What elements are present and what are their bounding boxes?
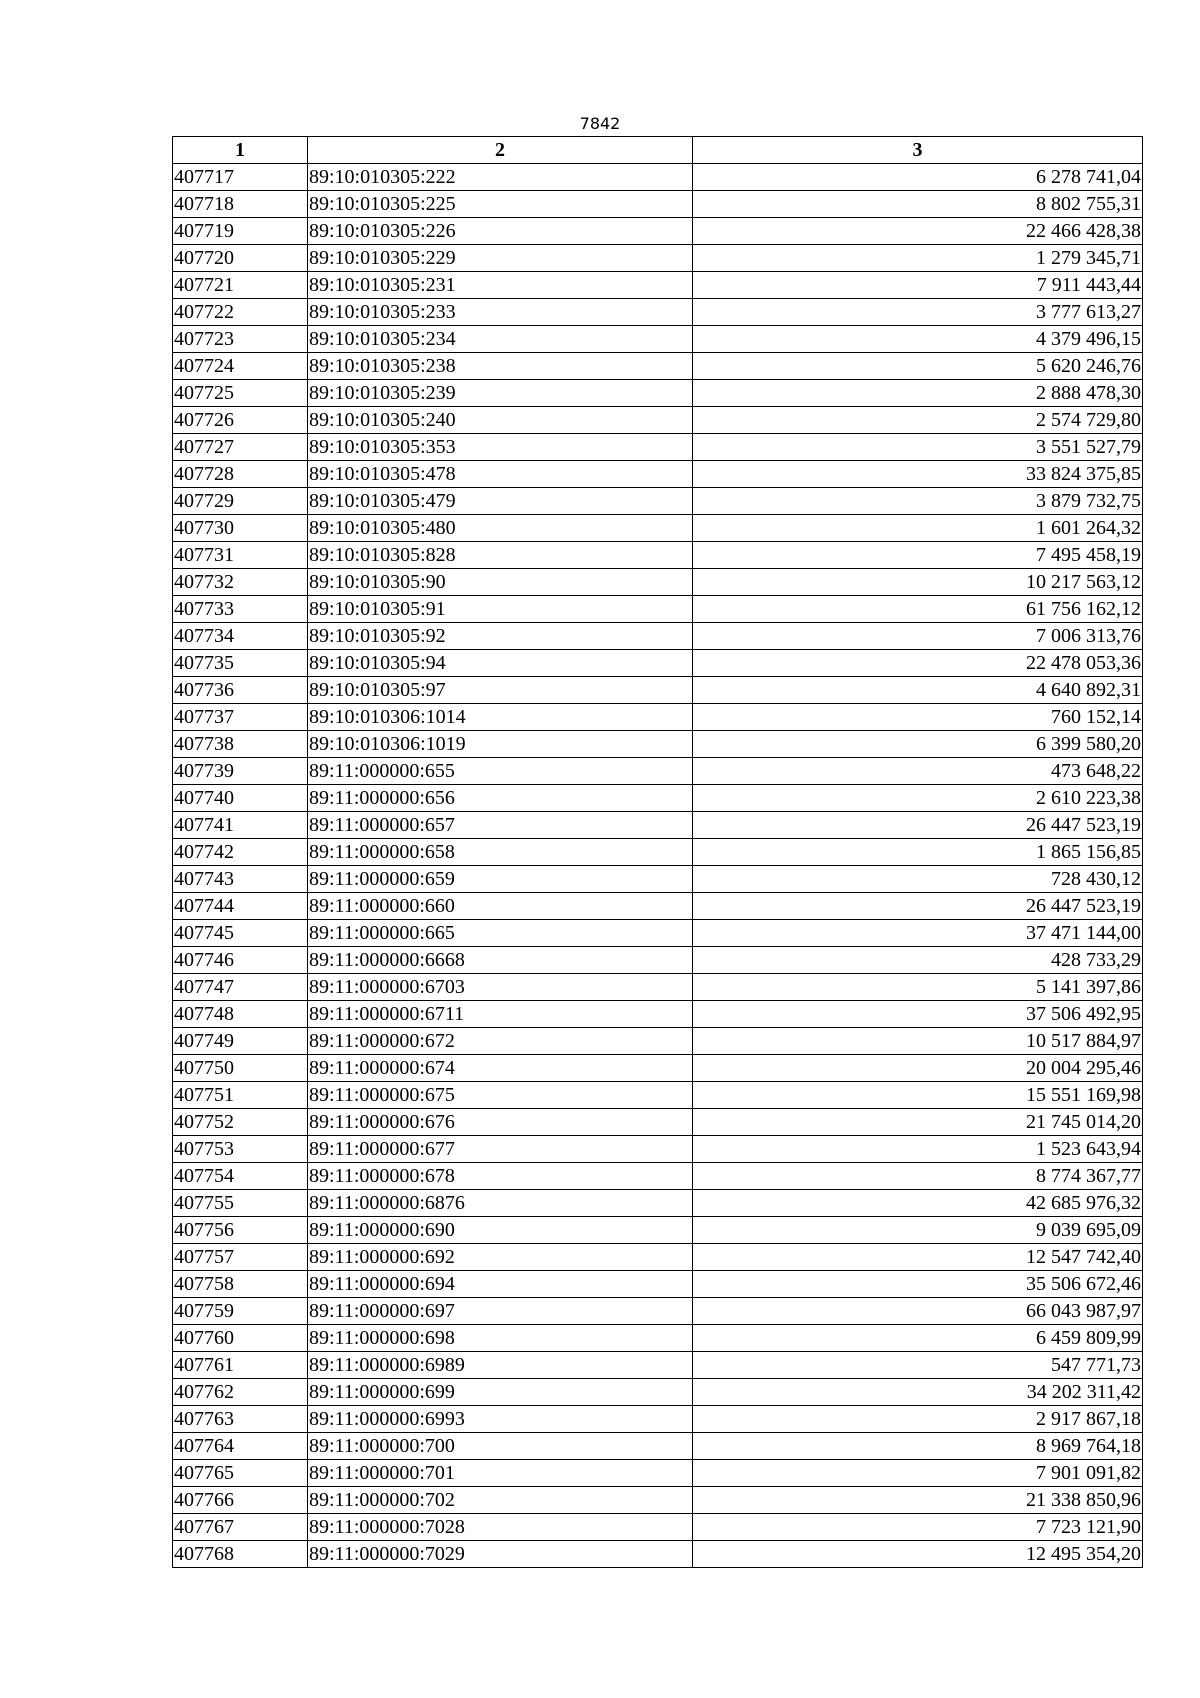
value-cell: 8 802 755,31 <box>693 191 1143 218</box>
table-row <box>173 812 1143 839</box>
cadastral-number-cell: 89:11:000000:676 <box>308 1109 693 1136</box>
cadastral-number-cell: 89:11:000000:660 <box>308 893 693 920</box>
value-cell: 2 610 223,38 <box>693 785 1143 812</box>
table-row <box>173 1163 1143 1190</box>
table-row <box>173 1055 1143 1082</box>
value-cell: 22 466 428,38 <box>693 218 1143 245</box>
value-cell: 7 901 091,82 <box>693 1460 1143 1487</box>
cadastral-number-cell: 89:11:000000:656 <box>308 785 693 812</box>
table-row <box>173 542 1143 569</box>
value-cell: 12 495 354,20 <box>693 1541 1143 1568</box>
value-cell: 61 756 162,12 <box>693 596 1143 623</box>
row-number-cell: 407731 <box>173 542 308 569</box>
table-row <box>173 1109 1143 1136</box>
table-row <box>173 1325 1143 1352</box>
value-cell: 15 551 169,98 <box>693 1082 1143 1109</box>
cadastral-number-cell: 89:10:010305:226 <box>308 218 693 245</box>
row-number-cell: 407758 <box>173 1271 308 1298</box>
value-cell: 8 774 367,77 <box>693 1163 1143 1190</box>
value-cell: 66 043 987,97 <box>693 1298 1143 1325</box>
value-cell: 12 547 742,40 <box>693 1244 1143 1271</box>
row-number-cell: 407717 <box>173 164 308 191</box>
cadastral-number-cell: 89:10:010305:239 <box>308 380 693 407</box>
cadastral-number-cell: 89:11:000000:6876 <box>308 1190 693 1217</box>
row-number-cell: 407764 <box>173 1433 308 1460</box>
table-body <box>173 164 1143 1568</box>
table-row <box>173 866 1143 893</box>
value-cell: 6 459 809,99 <box>693 1325 1143 1352</box>
table-row <box>173 407 1143 434</box>
value-cell: 8 969 764,18 <box>693 1433 1143 1460</box>
row-number-cell: 407760 <box>173 1325 308 1352</box>
row-number-cell: 407740 <box>173 785 308 812</box>
value-cell: 33 824 375,85 <box>693 461 1143 488</box>
row-number-cell: 407737 <box>173 704 308 731</box>
value-cell: 10 517 884,97 <box>693 1028 1143 1055</box>
value-cell: 3 551 527,79 <box>693 434 1143 461</box>
cadastral-number-cell: 89:11:000000:674 <box>308 1055 693 1082</box>
value-cell: 1 601 264,32 <box>693 515 1143 542</box>
cadastral-number-cell: 89:11:000000:6703 <box>308 974 693 1001</box>
table-row <box>173 596 1143 623</box>
cadastral-number-cell: 89:11:000000:6668 <box>308 947 693 974</box>
cadastral-number-cell: 89:10:010305:97 <box>308 677 693 704</box>
table-row <box>173 380 1143 407</box>
cadastral-number-cell: 89:11:000000:7029 <box>308 1541 693 1568</box>
value-cell: 728 430,12 <box>693 866 1143 893</box>
cadastral-number-cell: 89:10:010305:92 <box>308 623 693 650</box>
value-cell: 2 888 478,30 <box>693 380 1143 407</box>
column-header-1: 1 <box>173 137 308 164</box>
row-number-cell: 407724 <box>173 353 308 380</box>
cadastral-number-cell: 89:11:000000:698 <box>308 1325 693 1352</box>
table-row <box>173 1190 1143 1217</box>
cadastral-number-cell: 89:11:000000:665 <box>308 920 693 947</box>
row-number-cell: 407735 <box>173 650 308 677</box>
table-row <box>173 1379 1143 1406</box>
cadastral-number-cell: 89:11:000000:692 <box>308 1244 693 1271</box>
cadastral-number-cell: 89:11:000000:701 <box>308 1460 693 1487</box>
table-row <box>173 434 1143 461</box>
cadastral-number-cell: 89:10:010305:94 <box>308 650 693 677</box>
table-row <box>173 893 1143 920</box>
value-cell: 2 574 729,80 <box>693 407 1143 434</box>
cadastral-number-cell: 89:11:000000:659 <box>308 866 693 893</box>
value-cell: 4 640 892,31 <box>693 677 1143 704</box>
row-number-cell: 407753 <box>173 1136 308 1163</box>
row-number-cell: 407722 <box>173 299 308 326</box>
table-row <box>173 1514 1143 1541</box>
value-cell: 7 495 458,19 <box>693 542 1143 569</box>
cadastral-number-cell: 89:10:010305:91 <box>308 596 693 623</box>
table-row <box>173 947 1143 974</box>
table-row <box>173 704 1143 731</box>
value-cell: 7 006 313,76 <box>693 623 1143 650</box>
cadastral-number-cell: 89:10:010306:1014 <box>308 704 693 731</box>
value-cell: 6 278 741,04 <box>693 164 1143 191</box>
cadastral-number-cell: 89:11:000000:678 <box>308 1163 693 1190</box>
cadastral-number-cell: 89:11:000000:657 <box>308 812 693 839</box>
table-row <box>173 1298 1143 1325</box>
row-number-cell: 407752 <box>173 1109 308 1136</box>
cadastral-number-cell: 89:11:000000:677 <box>308 1136 693 1163</box>
cadastral-number-cell: 89:10:010305:353 <box>308 434 693 461</box>
table-row <box>173 1406 1143 1433</box>
table-row <box>173 1028 1143 1055</box>
cadastral-number-cell: 89:10:010305:231 <box>308 272 693 299</box>
cadastral-number-cell: 89:11:000000:7028 <box>308 1514 693 1541</box>
table-row <box>173 1244 1143 1271</box>
value-cell: 9 039 695,09 <box>693 1217 1143 1244</box>
row-number-cell: 407734 <box>173 623 308 650</box>
row-number-cell: 407738 <box>173 731 308 758</box>
table-row <box>173 1136 1143 1163</box>
value-cell: 34 202 311,42 <box>693 1379 1143 1406</box>
row-number-cell: 407754 <box>173 1163 308 1190</box>
table-row <box>173 461 1143 488</box>
value-cell: 7 723 121,90 <box>693 1514 1143 1541</box>
row-number-cell: 407732 <box>173 569 308 596</box>
value-cell: 26 447 523,19 <box>693 893 1143 920</box>
table-row <box>173 1541 1143 1568</box>
value-cell: 2 917 867,18 <box>693 1406 1143 1433</box>
cadastral-number-cell: 89:10:010305:240 <box>308 407 693 434</box>
cadastral-number-cell: 89:11:000000:700 <box>308 1433 693 1460</box>
cadastral-number-cell: 89:10:010305:479 <box>308 488 693 515</box>
table-row <box>173 623 1143 650</box>
row-number-cell: 407757 <box>173 1244 308 1271</box>
table-row <box>173 1082 1143 1109</box>
value-cell: 5 141 397,86 <box>693 974 1143 1001</box>
row-number-cell: 407756 <box>173 1217 308 1244</box>
value-cell: 428 733,29 <box>693 947 1143 974</box>
cadastral-number-cell: 89:11:000000:672 <box>308 1028 693 1055</box>
cadastral-number-cell: 89:10:010305:480 <box>308 515 693 542</box>
row-number-cell: 407733 <box>173 596 308 623</box>
value-cell: 5 620 246,76 <box>693 353 1143 380</box>
cadastral-number-cell: 89:10:010305:238 <box>308 353 693 380</box>
row-number-cell: 407746 <box>173 947 308 974</box>
table-row <box>173 1433 1143 1460</box>
row-number-cell: 407718 <box>173 191 308 218</box>
cadastral-number-cell: 89:11:000000:6989 <box>308 1352 693 1379</box>
row-number-cell: 407728 <box>173 461 308 488</box>
row-number-cell: 407739 <box>173 758 308 785</box>
page-number: 7842 <box>579 114 621 133</box>
cadastral-number-cell: 89:10:010305:90 <box>308 569 693 596</box>
cadastral-number-cell: 89:10:010305:229 <box>308 245 693 272</box>
row-number-cell: 407730 <box>173 515 308 542</box>
table-row <box>173 920 1143 947</box>
value-cell: 1 865 156,85 <box>693 839 1143 866</box>
table-row <box>173 299 1143 326</box>
row-number-cell: 407729 <box>173 488 308 515</box>
value-cell: 42 685 976,32 <box>693 1190 1143 1217</box>
table-row <box>173 245 1143 272</box>
value-cell: 10 217 563,12 <box>693 569 1143 596</box>
row-number-cell: 407723 <box>173 326 308 353</box>
table-row <box>173 353 1143 380</box>
value-cell: 21 338 850,96 <box>693 1487 1143 1514</box>
table-row <box>173 218 1143 245</box>
table-row <box>173 677 1143 704</box>
cadastral-number-cell: 89:11:000000:658 <box>308 839 693 866</box>
value-cell: 37 471 144,00 <box>693 920 1143 947</box>
row-number-cell: 407751 <box>173 1082 308 1109</box>
row-number-cell: 407763 <box>173 1406 308 1433</box>
value-cell: 37 506 492,95 <box>693 1001 1143 1028</box>
cadastral-number-cell: 89:10:010305:225 <box>308 191 693 218</box>
cadastral-number-cell: 89:11:000000:697 <box>308 1298 693 1325</box>
cadastral-number-cell: 89:11:000000:6711 <box>308 1001 693 1028</box>
row-number-cell: 407744 <box>173 893 308 920</box>
column-header-2: 2 <box>308 137 693 164</box>
value-cell: 547 771,73 <box>693 1352 1143 1379</box>
cadastral-number-cell: 89:11:000000:6993 <box>308 1406 693 1433</box>
table-row <box>173 758 1143 785</box>
row-number-cell: 407736 <box>173 677 308 704</box>
table-row <box>173 1217 1143 1244</box>
value-cell: 21 745 014,20 <box>693 1109 1143 1136</box>
table-row <box>173 1460 1143 1487</box>
row-number-cell: 407727 <box>173 434 308 461</box>
value-cell: 473 648,22 <box>693 758 1143 785</box>
row-number-cell: 407745 <box>173 920 308 947</box>
value-cell: 7 911 443,44 <box>693 272 1143 299</box>
value-cell: 3 777 613,27 <box>693 299 1143 326</box>
value-cell: 26 447 523,19 <box>693 812 1143 839</box>
table-row <box>173 974 1143 1001</box>
value-cell: 1 523 643,94 <box>693 1136 1143 1163</box>
table-row <box>173 839 1143 866</box>
row-number-cell: 407749 <box>173 1028 308 1055</box>
table-row <box>173 488 1143 515</box>
row-number-cell: 407759 <box>173 1298 308 1325</box>
row-number-cell: 407748 <box>173 1001 308 1028</box>
row-number-cell: 407767 <box>173 1514 308 1541</box>
value-cell: 20 004 295,46 <box>693 1055 1143 1082</box>
table-row <box>173 569 1143 596</box>
table-row <box>173 650 1143 677</box>
row-number-cell: 407761 <box>173 1352 308 1379</box>
table-row <box>173 191 1143 218</box>
row-number-cell: 407719 <box>173 218 308 245</box>
cadastral-number-cell: 89:11:000000:690 <box>308 1217 693 1244</box>
row-number-cell: 407765 <box>173 1460 308 1487</box>
row-number-cell: 407768 <box>173 1541 308 1568</box>
cadastral-number-cell: 89:10:010306:1019 <box>308 731 693 758</box>
row-number-cell: 407720 <box>173 245 308 272</box>
data-table <box>172 136 1143 1568</box>
cadastral-number-cell: 89:10:010305:478 <box>308 461 693 488</box>
row-number-cell: 407747 <box>173 974 308 1001</box>
row-number-cell: 407743 <box>173 866 308 893</box>
row-number-cell: 407741 <box>173 812 308 839</box>
table-row <box>173 1487 1143 1514</box>
table-row <box>173 1271 1143 1298</box>
value-cell: 22 478 053,36 <box>693 650 1143 677</box>
value-cell: 6 399 580,20 <box>693 731 1143 758</box>
cadastral-number-cell: 89:11:000000:694 <box>308 1271 693 1298</box>
column-header-3: 3 <box>693 137 1143 164</box>
cadastral-number-cell: 89:11:000000:655 <box>308 758 693 785</box>
table-row <box>173 731 1143 758</box>
table-row <box>173 164 1143 191</box>
value-cell: 3 879 732,75 <box>693 488 1143 515</box>
cadastral-number-cell: 89:10:010305:234 <box>308 326 693 353</box>
table-row <box>173 785 1143 812</box>
row-number-cell: 407725 <box>173 380 308 407</box>
cadastral-number-cell: 89:10:010305:828 <box>308 542 693 569</box>
table-row <box>173 1352 1143 1379</box>
row-number-cell: 407721 <box>173 272 308 299</box>
table-header-row <box>173 137 1143 164</box>
row-number-cell: 407766 <box>173 1487 308 1514</box>
row-number-cell: 407742 <box>173 839 308 866</box>
table-row <box>173 515 1143 542</box>
table-row <box>173 326 1143 353</box>
cadastral-number-cell: 89:10:010305:222 <box>308 164 693 191</box>
table-row <box>173 1001 1143 1028</box>
row-number-cell: 407762 <box>173 1379 308 1406</box>
value-cell: 1 279 345,71 <box>693 245 1143 272</box>
value-cell: 4 379 496,15 <box>693 326 1143 353</box>
row-number-cell: 407726 <box>173 407 308 434</box>
cadastral-number-cell: 89:11:000000:702 <box>308 1487 693 1514</box>
cadastral-number-cell: 89:10:010305:233 <box>308 299 693 326</box>
cadastral-number-cell: 89:11:000000:675 <box>308 1082 693 1109</box>
row-number-cell: 407755 <box>173 1190 308 1217</box>
cadastral-number-cell: 89:11:000000:699 <box>308 1379 693 1406</box>
table-row <box>173 272 1143 299</box>
value-cell: 35 506 672,46 <box>693 1271 1143 1298</box>
row-number-cell: 407750 <box>173 1055 308 1082</box>
value-cell: 760 152,14 <box>693 704 1143 731</box>
